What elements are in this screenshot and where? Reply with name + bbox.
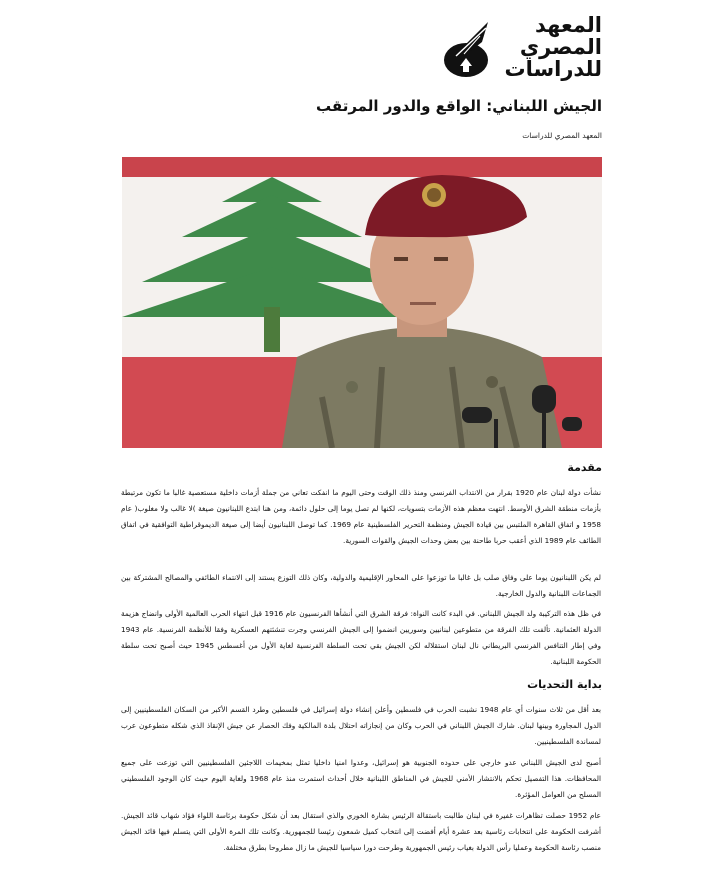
logo-line-1: المعهد	[534, 13, 602, 37]
logo-line-3: للدراسات	[504, 57, 602, 81]
institute-logo	[442, 14, 602, 88]
paragraph-5: أصبح لدى الجيش اللبناني عدو خارجي على حدوده الجنوبية هو إسرائيل، وعدوا امنيا داخليا تمثل بمخيمات اللاجئين الفلسطينيين التي توزعت على جميع المحافظات. هذا التفصيل تحكم بالانتشار الأمني للجيش في المناطق اللبنانية خلال أحداث استمرت منذ عام 1968 ولغاية اليوم حيث كان الوجود الفلسطيني المسلح من العوامل المؤثرة.	[121, 758, 601, 799]
section-heading-challenges: بداية التحديات	[527, 678, 602, 691]
section-heading-intro: مقدمة	[567, 461, 602, 474]
logo-wordmark	[484, 14, 602, 80]
paragraph-4: بعد أقل من ثلاث سنوات أي عام 1948 نشبت الحرب في فلسطين وأعلن إنشاء دولة إسرائيل في فلسطين وطرد القسم الأكبر من السكان الفلسطينيين إلى الدول المجاورة وبينها لبنان. شارك الجيش اللبناني في الحرب وكان من إنجازاته احتلال بلدة المالكية وفك الحصار عن جيش الإنقاذ الذي شكله متطوعون عرب لمساندة الفلسطينيين.	[121, 705, 601, 746]
paragraph-3: في ظل هذه التركيبة ولد الجيش اللبناني. في البدء كانت النواة: فرقة الشرق التي أنشأها الفرنسيون عام 1916 قبل انتهاء الحرب العالمية الأولى وانضاج هزيمة الدولة العثمانية. تألفت تلك الفرقة من متطوعين لبنانيين وسوريين انضموا إلى الجيش الفرنسي وجرت تنشئتهم العسكرية وفقا للأنظمة الفرنسية. عام 1943 وفي إطار التنافس الفرنسي البريطاني نال لبنان استقلاله لكن الجيش بقي تحت السلطة الفرنسية لغاية الأول من أغسطس 1945 حيث أصبح تحت سلطة الحكومة اللبنانية.	[121, 609, 601, 666]
article-photo	[122, 157, 602, 448]
article-title: الجيش اللبناني: الواقع والدور المرتقب	[316, 97, 602, 115]
paragraph-2: لم يكن اللبنانيون يوما على وفاق صلب بل غالبا ما توزعوا على المحاور الإقليمية والدولية، وكان ذلك التوزع يستند إلى الانتماء الطائفي والمصالح المشتركة بين الجماعات اللبنانية والدول الخارجية.	[121, 573, 601, 598]
paragraph-1: نشأت دولة لبنان عام 1920 بقرار من الانتداب الفرنسي ومنذ ذلك الوقت وحتى اليوم ما انفكت تعاني من جملة أزمات داخلية مستعصية غالبا ما تكون مرتبطة بأزمات منطقة الشرق الأوسط. انتهت معظم هذه الأزمات بتسويات، لكنها لم تصل يوما إلى حلول دائمة، ومن هنا ابتدع اللبنانيون صيغة )لا غالب ولا مغلوب( عام 1958 و اتفاق القاهرة الملتبس بين قيادة الجيش ومنظمة التحرير الفلسطينية عام 1969. كما توصل اللبنانيون أيضا إلى صيغة الديموقراطية التوافقية في اتفاق الطائف عام 1989 الذي أعقب حربا طاحنة بين بعض وحدات الجيش والقوات السورية.	[121, 488, 601, 545]
article-source: المعهد المصري للدراسات	[522, 131, 602, 140]
paragraph-6: عام 1952 حصلت تظاهرات غفيرة في لبنان طالبت باستقالة الرئيس بشارة الخوري والذي استقال بعد أن شكل حكومة برئاسة اللواء فؤاد شهاب قائد الجيش. أشرفت الحكومة على انتخابات رئاسية بعد عشرة أيام أفضت إلى انتخاب كميل شمعون رئيسا للجمهورية. وكانت تلك المرة الأولى التي يتسلم فيها قائد الجيش منصب رئاسة الحكومة وعمليا رأس الدولة بغياب رئيس الجمهورية وطرحت دورا سياسيا للجيش ما زال مطروحا بطرق مختلفة.	[121, 811, 601, 852]
logo-line-2: المصري	[519, 35, 602, 59]
